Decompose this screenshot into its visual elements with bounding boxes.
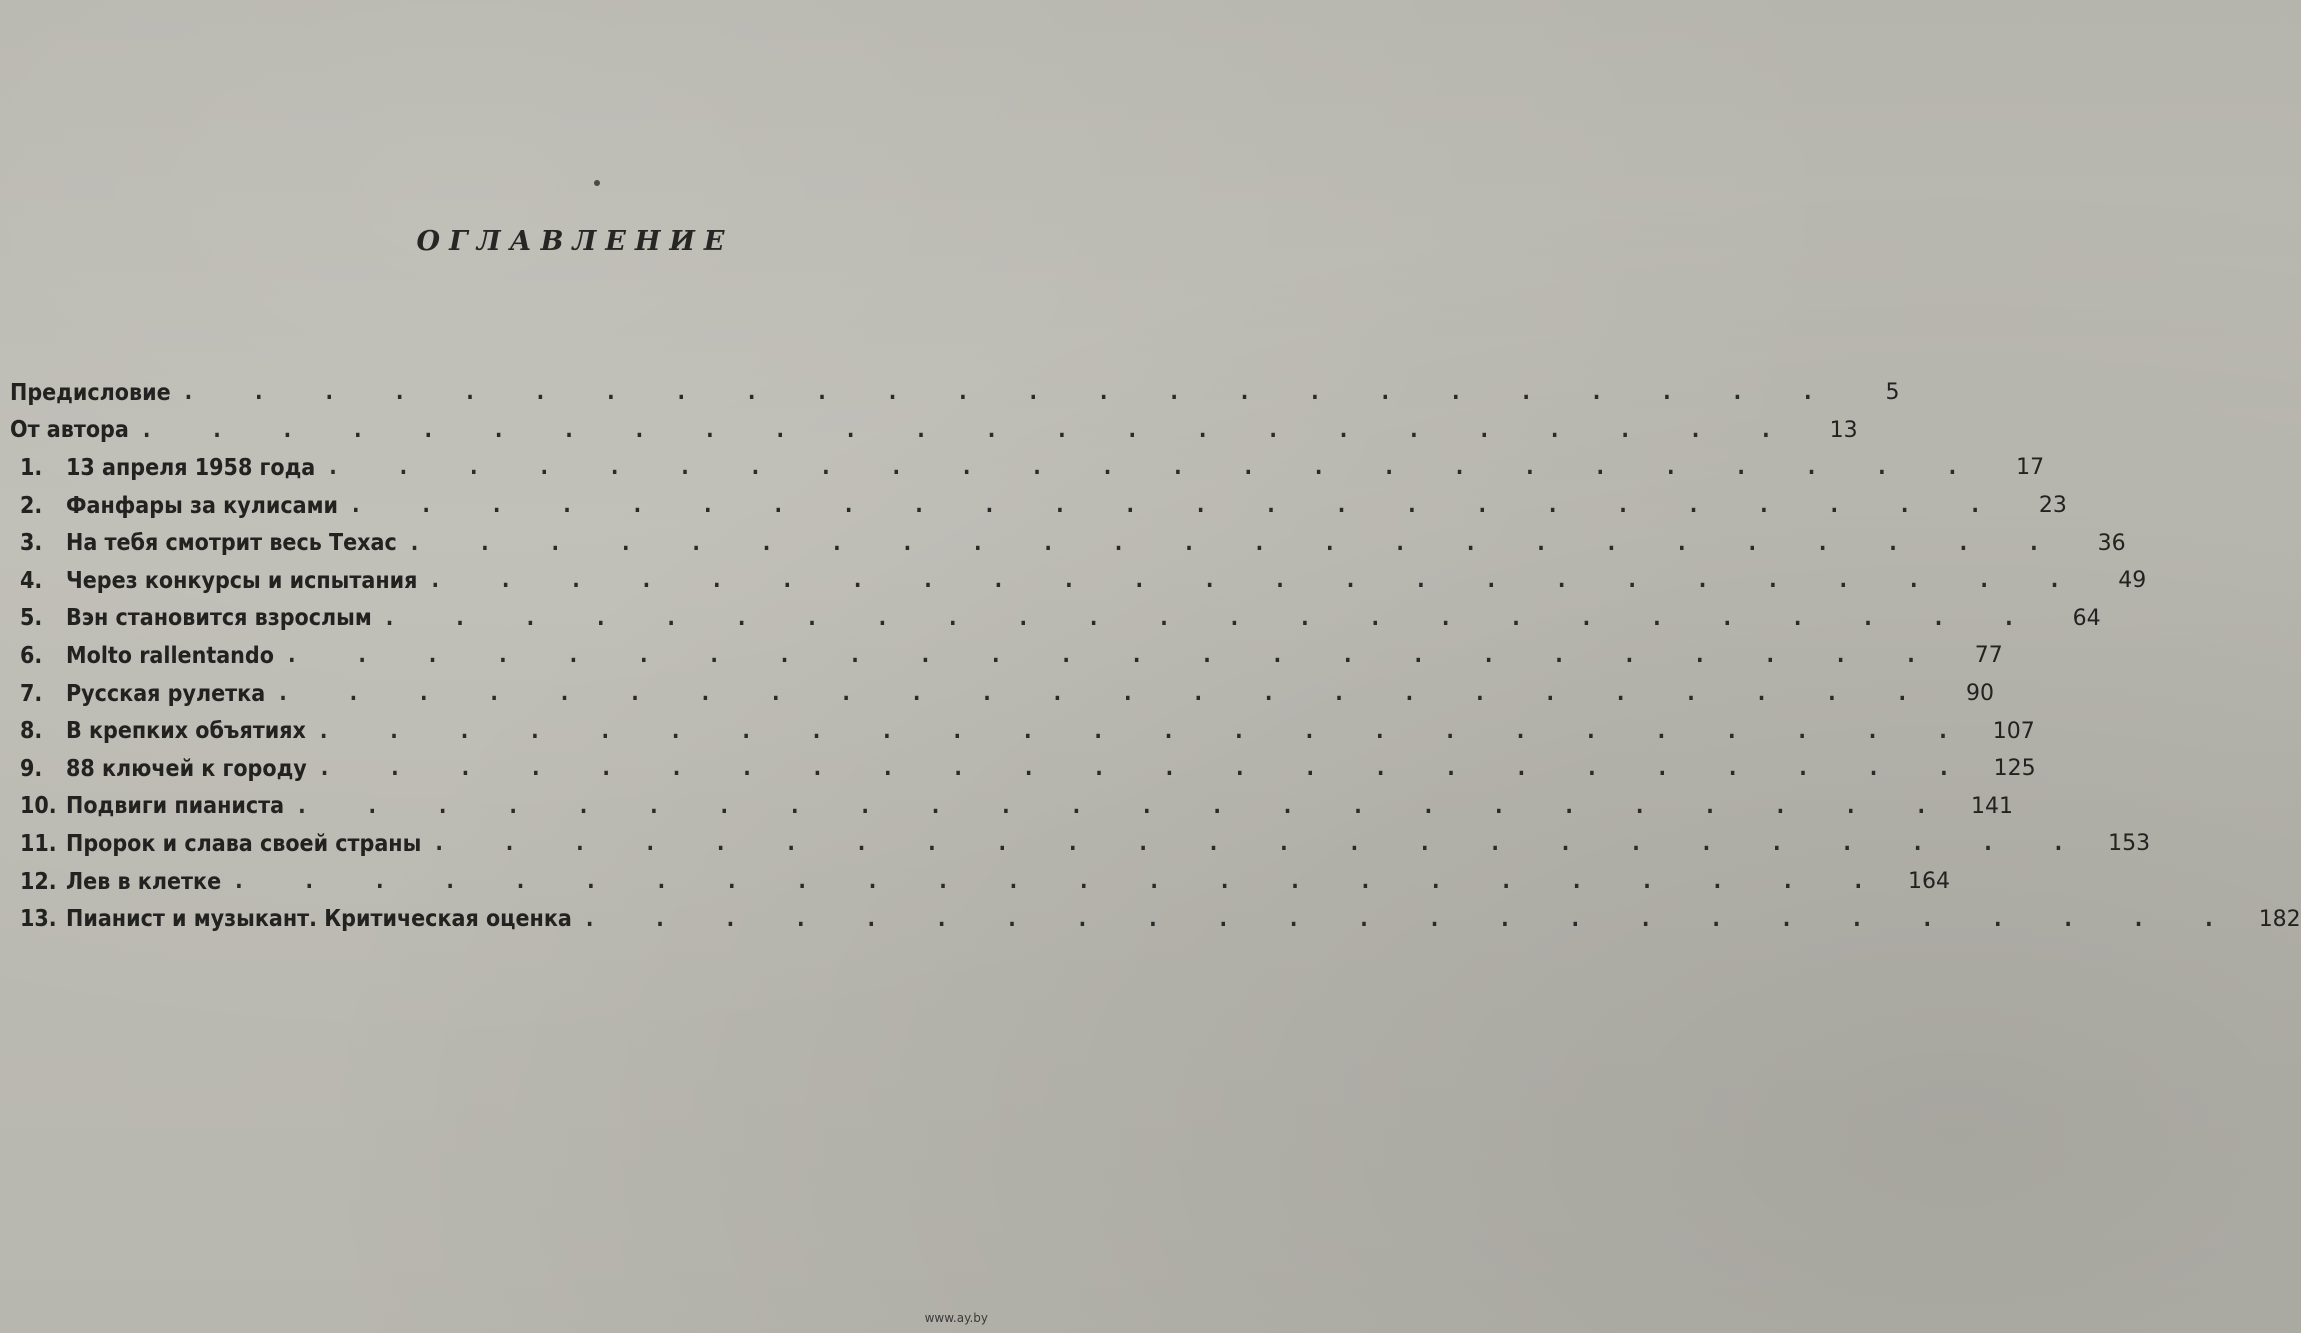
toc-entry-chapter [10, 562, 2147, 600]
toc-entry-page: 77 [1974, 643, 2003, 669]
toc-entry-title: 4. Через конкурсы и испытания [20, 567, 418, 594]
toc-entry-page: 17 [2016, 455, 2045, 481]
toc-entry-page: 125 [1993, 756, 2036, 782]
dot-leader: . . . . . . . . . . . . . . . . . . . . . . . . [352, 493, 2007, 519]
toc-entry-title: 11. Пророк и слава своей страны [20, 830, 422, 857]
toc-entry-page: 90 [1966, 681, 1995, 707]
toc-entry-preface [10, 374, 1900, 412]
toc-entry-chapter [10, 600, 2101, 638]
toc-entry-page: 182 [2258, 906, 2301, 932]
dot-leader: . . . . . . . . . . . . . . . . . . . . . . . . [142, 417, 1798, 443]
toc-entry-title: 7. Русская рулетка [20, 680, 266, 707]
dot-leader: . . . . . . . . . . . . . . . . . . . . . . . . [410, 530, 2066, 556]
toc-entry-page: 5 [1885, 380, 1900, 406]
toc-entry-title: 9. 88 ключей к городу [20, 755, 307, 782]
toc-entry-title: 12. Лев в клетке [20, 868, 222, 895]
toc-entry-page: 141 [1970, 793, 2013, 819]
toc-entry-chapter [10, 637, 2003, 675]
dot-leader: . . . . . . . . . . . . . . . . . . . . . . . . [329, 455, 1985, 481]
toc-entry-chapter [10, 825, 2151, 863]
toc-entry-title: От автора [10, 417, 129, 444]
watermark: www.ay.by [924, 1311, 988, 1325]
toc-entry-chapter [10, 788, 2013, 826]
toc-entry-chapter [10, 524, 2126, 562]
dot-leader: . . . . . . . . . . . . . . . . . . . . . . . . [431, 568, 2087, 594]
toc-entry-title: Предисловие [10, 379, 171, 406]
ink-speck [594, 180, 600, 186]
toc-entry-title: 10. Подвиги пианиста [20, 793, 285, 820]
toc-entry-title: 5. Вэн становится взрослым [20, 605, 372, 632]
dot-leader: . . . . . . . . . . . . . . . . . . . . . . . . [320, 756, 1976, 782]
dot-leader: . . . . . . . . . . . . . . . . . . . . . . . . [385, 605, 2041, 631]
toc-entry-title: 2. Фанфары за кулисами [20, 492, 339, 519]
toc-entry-page: 107 [1992, 718, 2035, 744]
toc-entry-chapter [10, 750, 2036, 788]
toc-entry-chapter [10, 449, 2045, 487]
table-of-contents [10, 374, 2301, 938]
page-title: ОГЛАВЛЕНИЕ [416, 226, 734, 257]
toc-entry-title: 3. На тебя смотрит весь Техас [20, 530, 397, 557]
toc-entry-page: 13 [1829, 417, 1858, 443]
toc-entry-title: 8. В крепких объятиях [20, 718, 306, 745]
toc-entry-title: 13. Пианист и музыкант. Критическая оценка [20, 906, 572, 933]
toc-entry-page: 36 [2097, 530, 2126, 556]
toc-entry-title: 6. Molto rallentando [20, 642, 274, 669]
toc-entry-page: 153 [2108, 831, 2151, 857]
dot-leader: . . . . . . . . . . . . . . . . . . . . . . . . [298, 793, 1953, 819]
toc-entry-chapter [10, 487, 2067, 525]
dot-leader: . . . . . . . . . . . . . . . . . . . . . . . . [585, 906, 2241, 932]
toc-entry-page: 49 [2118, 568, 2147, 594]
toc-entry-title: 1. 13 апреля 1958 года [20, 454, 316, 481]
dot-leader: . . . . . . . . . . . . . . . . . . . . . . . . [319, 718, 1975, 744]
toc-entry-author [10, 412, 1858, 450]
toc-entry-chapter [10, 712, 2035, 750]
dot-leader: . . . . . . . . . . . . . . . . . . . . . . . . [235, 869, 1890, 895]
dot-leader: . . . . . . . . . . . . . . . . . . . . . . . . [184, 380, 1840, 406]
dot-leader: . . . . . . . . . . . . . . . . . . . . . . . . [287, 643, 1943, 669]
toc-entry-page: 23 [2038, 493, 2067, 519]
dot-leader: . . . . . . . . . . . . . . . . . . . . . . . . [279, 681, 1935, 707]
toc-entry-chapter [10, 863, 1950, 901]
dot-leader: . . . . . . . . . . . . . . . . . . . . . . . . [435, 831, 2091, 857]
toc-entry-chapter [10, 675, 1995, 713]
toc-entry-chapter [10, 900, 2301, 938]
toc-entry-page: 164 [1907, 869, 1950, 895]
toc-entry-page: 64 [2072, 605, 2101, 631]
